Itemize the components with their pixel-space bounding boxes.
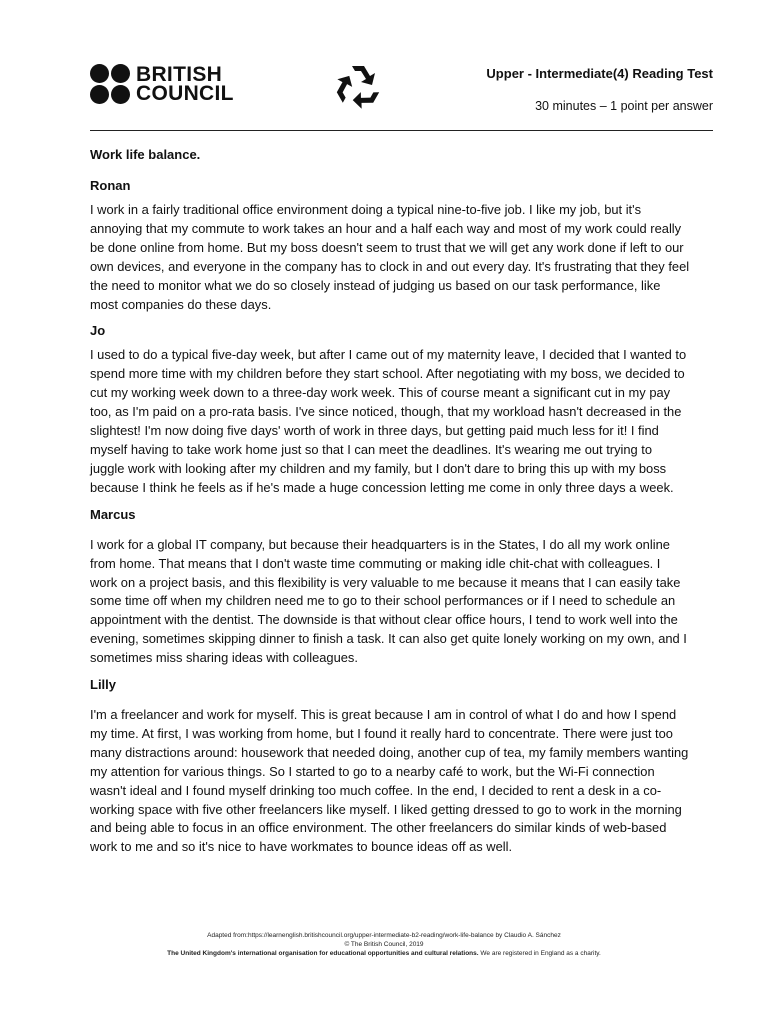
footer-copyright: © The British Council, 2019 xyxy=(344,941,424,948)
section-lilly xyxy=(90,677,690,857)
document-body xyxy=(90,147,690,866)
section-name: Lilly xyxy=(90,677,117,693)
footer-source: Adapted from:https://learnenglish.britishcouncil.org/upper-intermediate-b2-reading/work-life-balance by Claudio A. Sánchez xyxy=(207,932,561,939)
section-name: Jo xyxy=(90,323,106,339)
logo-dots-icon xyxy=(90,64,130,104)
section-text: I work in a fairly traditional office environment doing a typical nine-to-five job. I like my job, but it's annoying that my commute to work takes an hour and a half each way and most of my work could really be done online from home. But my boss doesn't seem to trust that we will get any work done if left to our own devices, and everyone in the company has to clock in and out every day. It's frustrating that they feel the need to monitor what we do so closely instead of judging us based on our task performance, like most companies do these days. xyxy=(90,202,690,312)
logo-line-2: COUNCIL xyxy=(136,82,234,105)
document-title: Work life balance. xyxy=(90,147,201,162)
section-text: I work for a global IT company, but because their headquarters is in the States, I do all my work online from home. That means that I don't waste time commuting or making idle chit-chat with colleagues. I work on a project basis, and this flexibility is very valuable to me because it means that I can easily take some time off when my children need me to go to their school performances or if I need to schedule an appointment with the dentist. The downside is that without clear office hours, I tend to work well into the evening, sometimes skipping dinner to finish a task. It can also get quite lonely working on my own, and I sometimes miss sharing ideas with colleagues. xyxy=(90,536,687,666)
page-footer xyxy=(0,931,768,958)
section-jo xyxy=(90,323,690,497)
section-ronan xyxy=(90,178,690,314)
section-marcus xyxy=(90,507,690,668)
test-info: 30 minutes – 1 point per answer xyxy=(535,99,713,113)
test-title: Upper - Intermediate(4) Reading Test xyxy=(486,66,713,81)
british-council-logo xyxy=(90,64,234,104)
header-divider xyxy=(90,130,713,131)
section-name: Ronan xyxy=(90,178,131,193)
recycle-icon xyxy=(333,60,383,110)
section-text: I used to do a typical five-day week, but after I came out of my maternity leave, I decided that I wanted to spend more time with my children before they start school. After negotiating with my boss, we decided to cut my working week down to a three-day work week. This of course meant a significant cut in my pay too, as I'm paid on a pro-rata basis. I've since noticed, though, that my workload hasn't decreased in the slightest! I'm now doing five days' worth of work in three days, but getting paid much less for it! I find myself having to take work home just so that I can meet the deadlines. It's wearing me out trying to juggle work with looking after my children and my family, but I don't dare to bring this up with my boss because I think he feels as if he's made a huge concession letting me come in only three days a week. xyxy=(90,347,687,495)
section-text: I'm a freelancer and work for myself. This is great because I am in control of what I do and how I spend my time. At first, I was working from home, but I found it really hard to concentrate. There were just too many distractions around: housework that needed doing, another cup of tea, my family members wanting my attention for various things. So I started to go to a nearby café to work, but the Wi-Fi connection wasn't ideal and I found myself drinking too much coffee. In the end, I decided to rent a desk in a co-working space with five other freelancers like myself. I liked getting dressed to go to work in the morning and being able to focus in an office environment. The other freelancers do similar kinds of web-based work to me and so it's nice to have workmates to bounce ideas off as well. xyxy=(90,707,689,855)
section-name: Marcus xyxy=(90,506,136,522)
logo-line-1: BRITISH xyxy=(136,63,223,86)
footer-charity-note: We are registered in England as a charity. xyxy=(480,950,601,957)
footer-org-statement: The United Kingdom's international organisation for educational opportunities and cultural relations. xyxy=(167,950,479,957)
